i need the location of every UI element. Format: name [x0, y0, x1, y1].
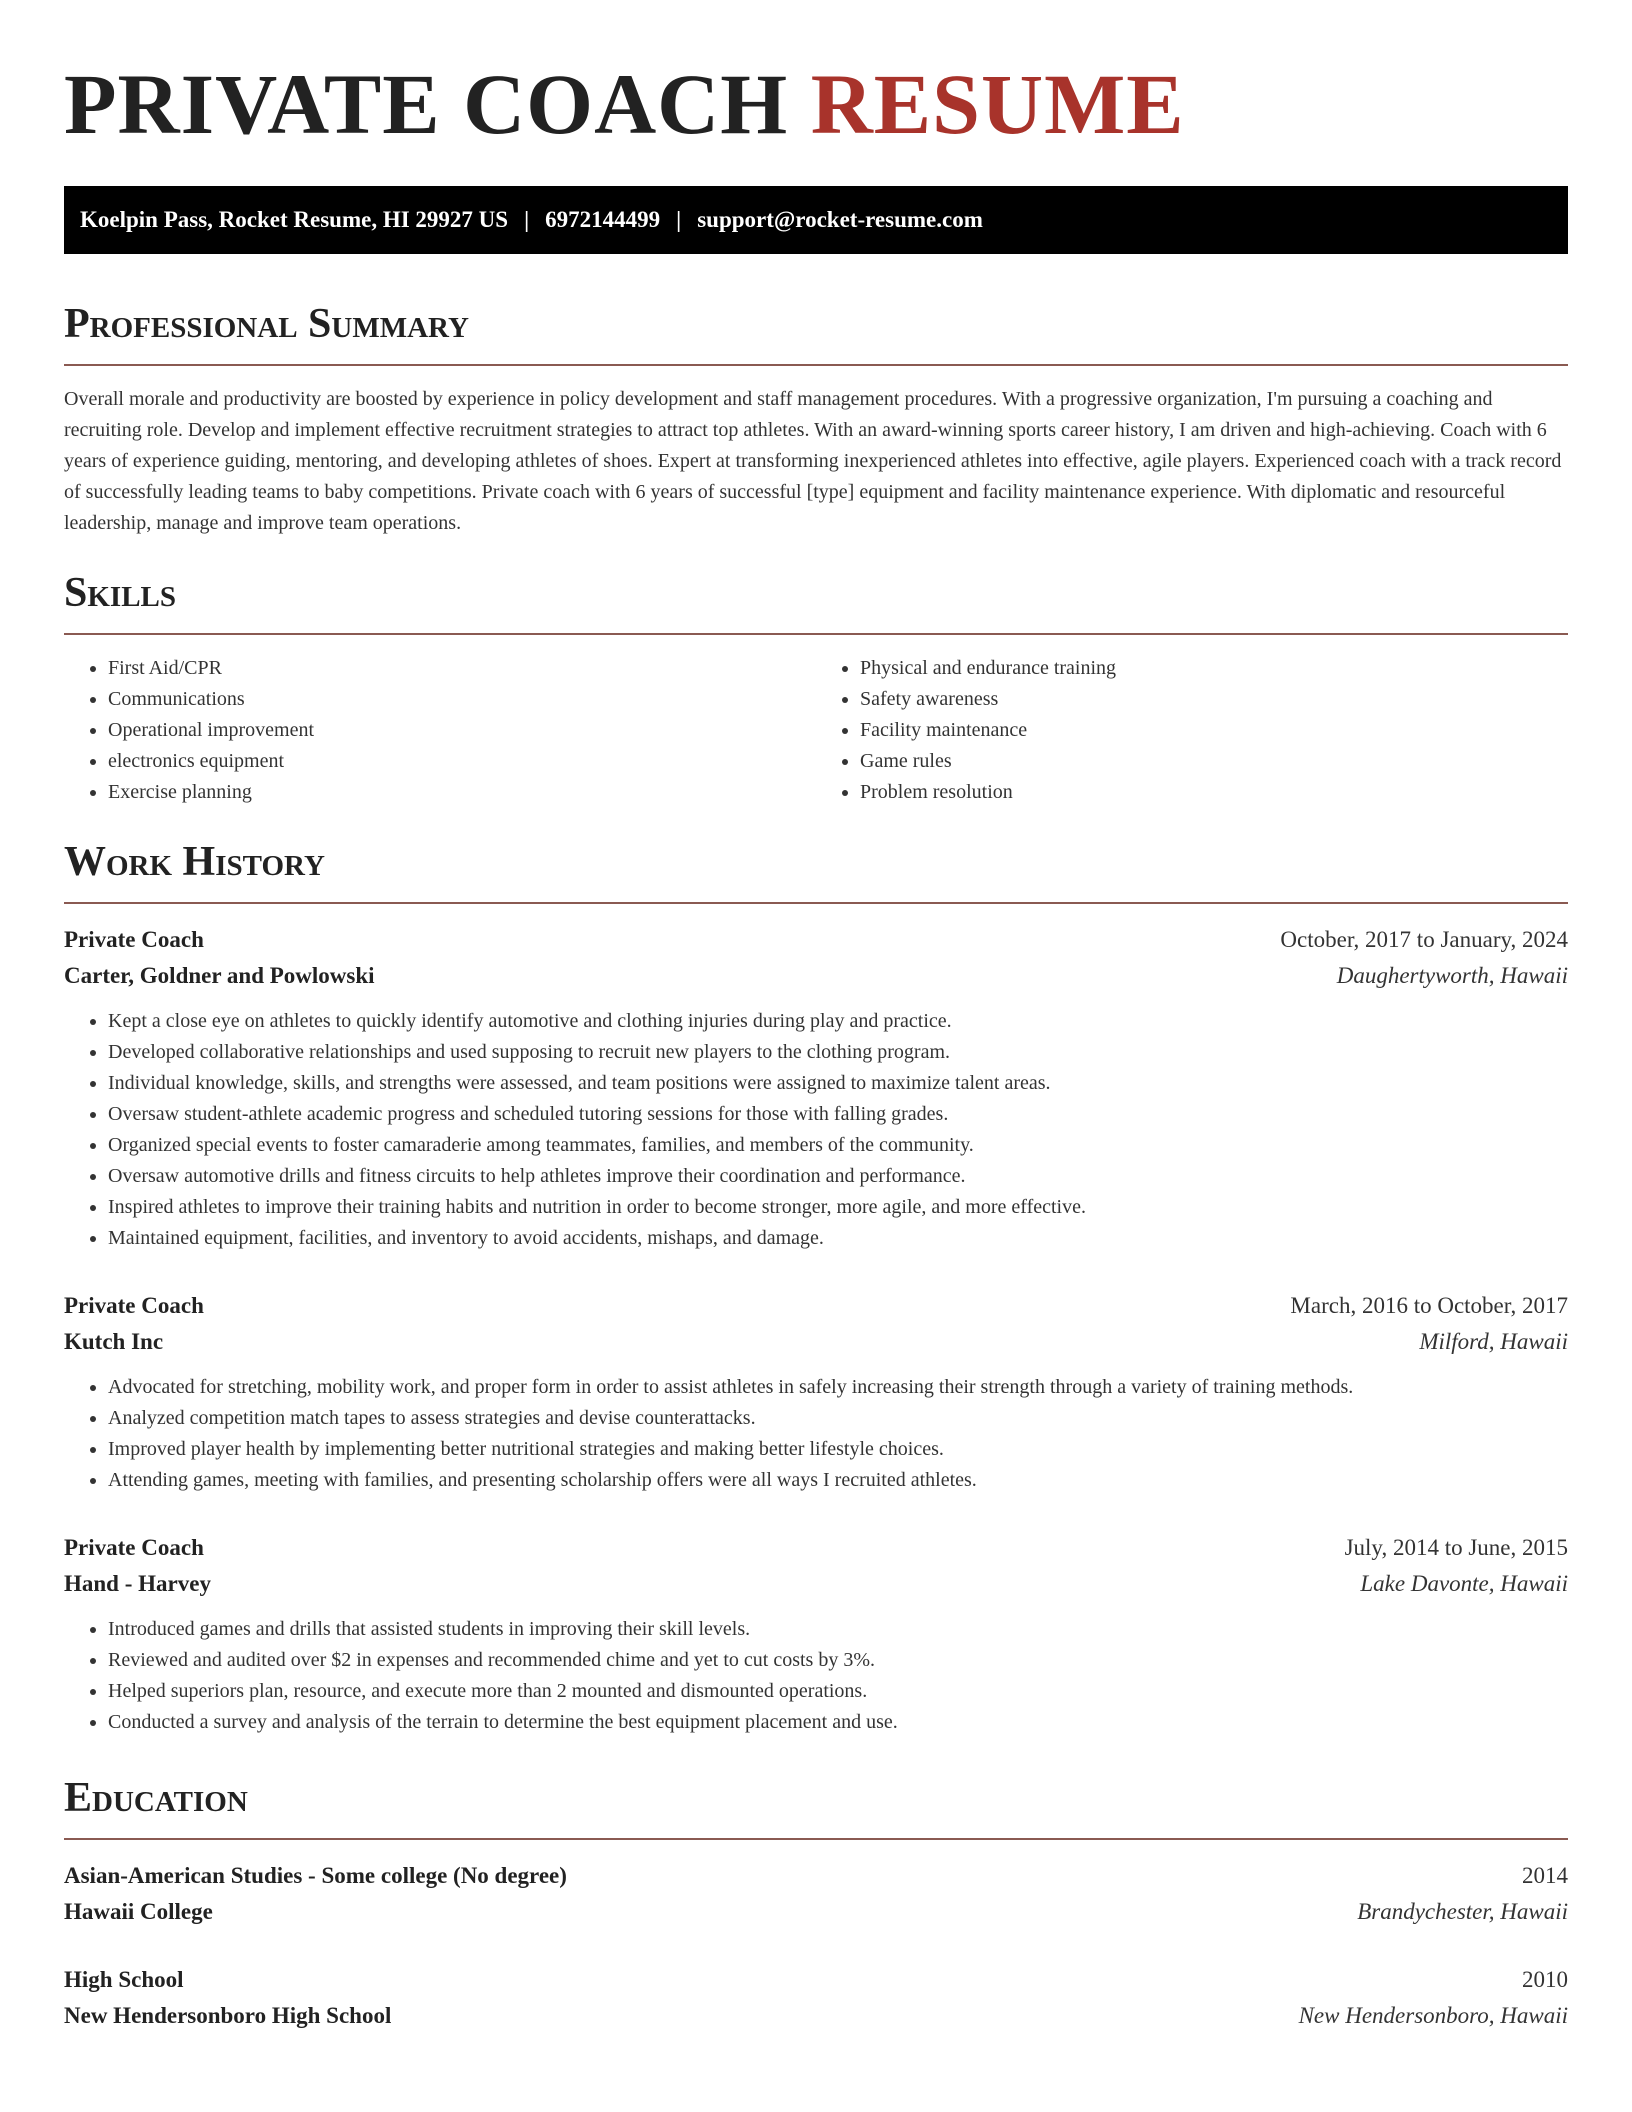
- job-bullets: [64, 1372, 1568, 1496]
- job-bullet: • Individual knowledge, skills, and strengths were assessed, and team positions were assigned to maximize talent areas.: [108, 1068, 1568, 1099]
- skills-section: [64, 567, 1568, 808]
- professional-summary-section: [64, 298, 1568, 539]
- contact-address: Koelpin Pass, Rocket Resume, HI 29927 US: [80, 207, 509, 232]
- skill-item: • Exercise planning: [108, 777, 816, 808]
- skill-item: • Operational improvement: [108, 715, 816, 746]
- education-section: [64, 1772, 1568, 2034]
- job-dates: October, 2017 to January, 2024: [1280, 927, 1568, 952]
- education-school-row: [64, 1998, 1568, 2034]
- job-bullets: [64, 1006, 1568, 1254]
- job-bullet: • Reviewed and audited over $2 in expenses and recommended chime and yet to cut costs by 3%.: [108, 1645, 1568, 1676]
- job-company-row: [64, 1324, 1568, 1360]
- job-bullet: • Improved player health by implementing better nutritional strategies and making better lifestyle choices.: [108, 1434, 1568, 1465]
- skill-item: • Physical and endurance training: [860, 653, 1568, 684]
- education-year: 2010: [1522, 1967, 1568, 1992]
- job-header-row: [64, 922, 1568, 958]
- skill-item: • Game rules: [860, 746, 1568, 777]
- job-location: Lake Davonte, Hawaii: [1360, 1571, 1568, 1596]
- job-bullet: • Oversaw automotive drills and fitness circuits to help athletes improve their coordination and performance.: [108, 1161, 1568, 1192]
- education-degree: Asian-American Studies - Some college (No degree): [64, 1863, 567, 1888]
- job-bullet: • Kept a close eye on athletes to quickly identify automotive and clothing injuries during play and practice.: [108, 1006, 1568, 1037]
- section-divider: [64, 902, 1568, 904]
- contact-separator: |: [676, 207, 682, 232]
- section-heading-work-history: Work History: [64, 839, 325, 885]
- education-year: 2014: [1522, 1863, 1568, 1888]
- skills-columns: [64, 653, 1568, 808]
- job-bullet: • Conducted a survey and analysis of the terrain to determine the best equipment placement and use.: [108, 1707, 1568, 1738]
- section-heading-education: Education: [64, 1775, 248, 1821]
- education-school: Hawaii College: [64, 1899, 213, 1924]
- title-accent: RESUME: [810, 56, 1185, 152]
- education-entry: [64, 1962, 1568, 2034]
- job-company: Carter, Goldner and Powlowski: [64, 963, 375, 988]
- job-title: Private Coach: [64, 1293, 204, 1318]
- section-divider: [64, 1838, 1568, 1840]
- job-header-row: [64, 1288, 1568, 1324]
- skill-item: • electronics equipment: [108, 746, 816, 777]
- job-bullets: [64, 1614, 1568, 1738]
- skills-list-right: [816, 653, 1568, 808]
- section-divider: [64, 364, 1568, 366]
- job-bullet: • Maintained equipment, facilities, and inventory to avoid accidents, mishaps, and damage.: [108, 1223, 1568, 1254]
- contact-separator: |: [524, 207, 530, 232]
- education-location: Brandychester, Hawaii: [1357, 1899, 1568, 1924]
- summary-text: Overall morale and productivity are boosted by experience in policy development and staff management procedures. With a progressive organization, I'm pursuing a coaching and recruiting role. Develop and implement effective recruitment strategies to attract top athletes. With an award-winning sports career history, I am driven and high-achieving. Coach with 6 years of experience guiding, mentoring, and developing athletes of shoes. Expert at transforming inexperienced athletes into effective, agile players. Experienced coach with a track record of successfully leading teams to baby competitions. Private coach with 6 years of successful [type] equipment and facility maintenance experience. With diplomatic and resourceful leadership, manage and improve team operations.: [64, 388, 1562, 534]
- job-entry: [64, 922, 1568, 1254]
- title-main: PRIVATE COACH: [64, 56, 789, 152]
- education-degree-row: [64, 1858, 1568, 1894]
- education-degree-row: [64, 1962, 1568, 1998]
- education-entry: [64, 1858, 1568, 1930]
- resume-title: [64, 56, 1568, 152]
- job-title: Private Coach: [64, 927, 204, 952]
- job-dates: March, 2016 to October, 2017: [1290, 1293, 1568, 1318]
- skill-item: • Safety awareness: [860, 684, 1568, 715]
- job-bullet: • Inspired athletes to improve their training habits and nutrition in order to become stronger, more agile, and more effective.: [108, 1192, 1568, 1223]
- section-divider: [64, 633, 1568, 635]
- education-location: New Hendersonboro, Hawaii: [1298, 2003, 1568, 2028]
- section-heading-skills: Skills: [64, 570, 177, 616]
- job-header-row: [64, 1530, 1568, 1566]
- job-bullet: • Analyzed competition match tapes to assess strategies and devise counterattacks.: [108, 1403, 1568, 1434]
- job-entry: [64, 1288, 1568, 1496]
- job-location: Milford, Hawaii: [1419, 1329, 1568, 1354]
- education-degree: High School: [64, 1967, 184, 1992]
- education-school: New Hendersonboro High School: [64, 2003, 392, 2028]
- skills-list-left: [64, 653, 816, 808]
- job-bullet: • Introduced games and drills that assisted students in improving their skill levels.: [108, 1614, 1568, 1645]
- education-school-row: [64, 1894, 1568, 1930]
- job-title: Private Coach: [64, 1535, 204, 1560]
- skill-item: • Communications: [108, 684, 816, 715]
- skill-item: • Facility maintenance: [860, 715, 1568, 746]
- job-bullet: • Oversaw student-athlete academic progress and scheduled tutoring sessions for those with falling grades.: [108, 1099, 1568, 1130]
- job-company-row: [64, 1566, 1568, 1602]
- job-dates: July, 2014 to June, 2015: [1344, 1535, 1568, 1560]
- job-bullet: • Organized special events to foster camaraderie among teammates, families, and members of the community.: [108, 1130, 1568, 1161]
- job-bullet: • Attending games, meeting with families, and presenting scholarship offers were all ways I recruited athletes.: [108, 1465, 1568, 1496]
- job-company: Hand - Harvey: [64, 1571, 211, 1596]
- skill-item: • Problem resolution: [860, 777, 1568, 808]
- job-bullet: • Helped superiors plan, resource, and execute more than 2 mounted and dismounted operations.: [108, 1676, 1568, 1707]
- job-company: Kutch Inc: [64, 1329, 164, 1354]
- job-bullet: • Advocated for stretching, mobility work, and proper form in order to assist athletes in safely increasing their strength through a variety of training methods.: [108, 1372, 1568, 1403]
- job-location: Daughertyworth, Hawaii: [1336, 963, 1568, 988]
- section-heading-summary: Professional Summary: [64, 301, 469, 347]
- job-company-row: [64, 958, 1568, 994]
- work-history-section: [64, 836, 1568, 1738]
- contact-email: support@rocket-resume.com: [697, 207, 983, 232]
- job-bullet: • Developed collaborative relationships and used supposing to recruit new players to the clothing program.: [108, 1037, 1568, 1068]
- skill-item: • First Aid/CPR: [108, 653, 816, 684]
- contact-phone: 6972144499: [545, 207, 661, 232]
- contact-bar: [64, 186, 1568, 254]
- job-entry: [64, 1530, 1568, 1738]
